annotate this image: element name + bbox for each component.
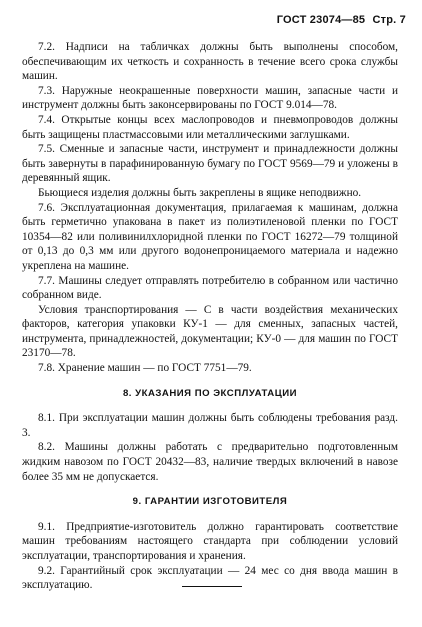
paragraph-9-1: 9.1. Предприятие-изготовитель должно гарантировать соответствие машин требованиям настоящего стандарта при соблюдении условий эксплуатации, транспортирования и хранения. — [22, 520, 398, 562]
paragraph-7-5-note: Бьющиеся изделия должны быть закреплены в ящике неподвижно. — [38, 186, 362, 199]
paragraph-8-1: 8.1. При эксплуатации машин должны быть соблюдены требования разд. 3. — [22, 412, 398, 439]
section-9-title: 9. ГАРАНТИИ ИЗГОТОВИТЕЛЯ — [132, 496, 288, 508]
paragraph-7-2: 7.2. Надписи на табличках должны быть выполнены способом, обеспечивающим их четкость и сохранность в течение всего срока службы машин. — [22, 41, 398, 83]
paragraph-7-7-transport: Условия транспортирования — С в части воздействия механических факторов, категория упаковки КУ-1 — для сменных, запасных частей, инструмента, принадлежностей, документации; КУ-0 — для машин по ГОСТ 23170—78. — [22, 303, 398, 360]
section-8-heading — [22, 386, 398, 402]
paragraph-7-5: 7.5. Сменные и запасные части, инструмент и принадлежности должны быть завернуты в парафинированную бумагу по ГОСТ 9569—79 и уложены в деревянный ящик. — [22, 143, 398, 185]
end-rule — [182, 586, 242, 587]
standard-number: ГОСТ 23074—85 — [276, 14, 366, 26]
page-header — [277, 14, 406, 26]
section-9-heading — [22, 494, 398, 510]
section-8-title: 8. УКАЗАНИЯ ПО ЭКСПЛУАТАЦИИ — [122, 387, 298, 399]
paragraph-7-6: 7.6. Эксплуатационная документация, прилагаемая к машинам, должна быть герметично упакована в пакет из полиэтиленовой пленки по ГОСТ 10354—82 или поливинилхлоридной пленки по ГОСТ 16272—79 толщиной от 0,13 до 0,3 мм или другого водонепроницаемого материала и надежно укреплена на машине. — [22, 201, 398, 272]
paragraph-7-8: 7.8. Хранение машин — по ГОСТ 7751—79. — [38, 362, 252, 375]
paragraph-7-3: 7.3. Наружные неокрашенные поверхности машин, запасные части и инструмент должны быть законсервированы по ГОСТ 9.014—78. — [22, 84, 398, 112]
document-body — [22, 40, 398, 593]
page-number: Стр. 7 — [372, 14, 406, 26]
paragraph-8-2: 8.2. Машины должны работать с предварительно подготовленным жидким навозом по ГОСТ 20432—83, наличие твердых включений в навозе более 35 мм не допускается. — [22, 441, 398, 483]
paragraph-9-2: 9.2. Гарантийный срок эксплуатации — 24 мес со дня ввода машин в эксплуатацию. — [22, 564, 398, 592]
paragraph-7-4: 7.4. Открытые концы всех маслопроводов и пневмопроводов должны быть защищены пластмассовыми или металлическими заглушками. — [22, 113, 398, 141]
paragraph-7-7: 7.7. Машины следует отправлять потребителю в собранном или частично собранном виде. — [22, 274, 398, 302]
